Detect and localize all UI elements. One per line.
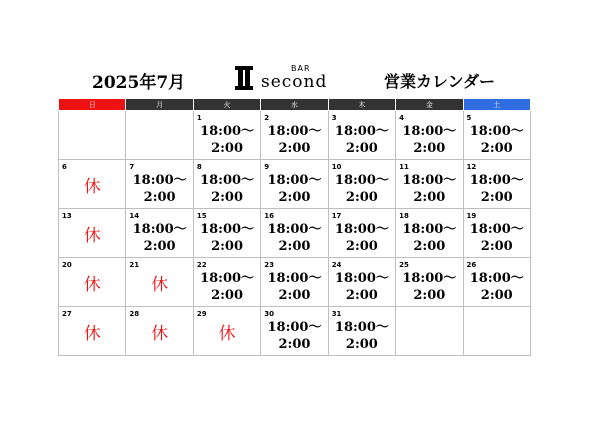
open-start-time: 18:00〜 <box>132 222 187 237</box>
day-number: 9 <box>264 163 270 171</box>
open-start-time: 18:00〜 <box>334 320 389 335</box>
open-start-time: 18:00〜 <box>402 173 457 188</box>
open-hours <box>396 270 462 304</box>
open-end-time: 2:00 <box>278 141 311 156</box>
weekday-saturday: 土 <box>463 99 530 111</box>
open-start-time: 18:00〜 <box>469 271 524 286</box>
open-hours <box>464 172 530 206</box>
open-hours <box>464 123 530 157</box>
day-number: 3 <box>331 114 337 122</box>
open-start-time: 18:00〜 <box>200 222 255 237</box>
calendar-day-cell <box>463 258 530 307</box>
open-start-time: 18:00〜 <box>402 222 457 237</box>
day-number: 30 <box>264 310 275 318</box>
open-hours <box>396 172 462 206</box>
open-hours <box>396 221 462 255</box>
open-start-time: 18:00〜 <box>469 124 524 139</box>
calendar-day-cell <box>126 209 193 258</box>
open-hours <box>464 270 530 304</box>
day-number: 7 <box>129 163 135 171</box>
open-end-time: 2:00 <box>345 288 378 303</box>
calendar-body <box>59 111 531 356</box>
calendar-day-cell <box>193 209 260 258</box>
open-hours <box>329 319 395 353</box>
open-start-time: 18:00〜 <box>267 124 322 139</box>
calendar-empty-cell <box>463 307 530 356</box>
day-number: 12 <box>466 163 477 171</box>
calendar-day-cell <box>396 209 463 258</box>
open-hours <box>261 123 327 157</box>
closed-day-label: 休 <box>83 324 101 344</box>
weekday-wednesday: 水 <box>261 99 328 111</box>
calendar-day-cell <box>328 160 395 209</box>
open-hours <box>194 172 260 206</box>
day-number: 13 <box>62 212 72 220</box>
calendar-day-cell <box>193 307 260 356</box>
open-start-time: 18:00〜 <box>334 173 389 188</box>
calendar-empty-cell <box>396 307 463 356</box>
open-hours <box>126 172 192 206</box>
open-start-time: 18:00〜 <box>469 173 524 188</box>
calendar-week-row <box>59 111 531 160</box>
open-start-time: 18:00〜 <box>334 124 389 139</box>
day-number: 23 <box>264 261 275 269</box>
calendar-day-cell <box>328 258 395 307</box>
calendar-day-cell <box>261 307 328 356</box>
day-number: 26 <box>466 261 477 269</box>
day-number: 14 <box>129 212 140 220</box>
calendar-day-cell <box>261 258 328 307</box>
calendar-week-row <box>59 160 531 209</box>
day-number: 28 <box>129 310 140 318</box>
weekday-monday: 月 <box>126 99 193 111</box>
calendar-day-cell <box>59 209 126 258</box>
closed-day-label: 休 <box>83 177 101 197</box>
open-hours <box>194 123 260 157</box>
day-number: 2 <box>264 114 270 122</box>
day-number: 11 <box>399 163 409 171</box>
calendar-empty-cell <box>126 111 193 160</box>
day-number: 21 <box>129 261 140 269</box>
calendar-day-cell <box>59 160 126 209</box>
open-end-time: 2:00 <box>211 288 244 303</box>
open-end-time: 2:00 <box>278 288 311 303</box>
calendar-day-cell <box>193 160 260 209</box>
open-end-time: 2:00 <box>413 190 446 205</box>
business-calendar-title: 営業カレンダー <box>384 72 495 91</box>
open-start-time: 18:00〜 <box>267 320 322 335</box>
business-calendar <box>58 98 531 356</box>
open-hours <box>464 221 530 255</box>
calendar-day-cell <box>261 160 328 209</box>
closed-day-label: 休 <box>218 324 236 344</box>
day-number: 31 <box>331 310 342 318</box>
open-end-time: 2:00 <box>278 239 311 254</box>
calendar-day-cell <box>463 160 530 209</box>
open-end-time: 2:00 <box>480 239 513 254</box>
open-hours <box>329 172 395 206</box>
day-number: 22 <box>196 261 207 269</box>
open-end-time: 2:00 <box>211 141 244 156</box>
closed-day-label: 休 <box>83 226 101 246</box>
open-start-time: 18:00〜 <box>402 124 457 139</box>
open-end-time: 2:00 <box>480 288 513 303</box>
open-end-time: 2:00 <box>413 288 446 303</box>
open-start-time: 18:00〜 <box>200 271 255 286</box>
bar-second-logo <box>233 64 343 94</box>
open-end-time: 2:00 <box>278 337 311 352</box>
closed-day-label: 休 <box>151 275 169 295</box>
open-start-time: 18:00〜 <box>267 173 322 188</box>
open-start-time: 18:00〜 <box>200 124 255 139</box>
day-number: 4 <box>399 114 404 122</box>
day-number: 8 <box>196 163 202 171</box>
calendar-day-cell <box>328 307 395 356</box>
day-number: 5 <box>466 114 472 122</box>
day-number: 16 <box>264 212 275 220</box>
open-end-time: 2:00 <box>345 337 378 352</box>
open-start-time: 18:00〜 <box>267 271 322 286</box>
weekday-sunday: 日 <box>59 99 126 111</box>
day-number: 6 <box>62 163 67 171</box>
calendar-day-cell <box>126 307 193 356</box>
day-number: 1 <box>196 114 202 122</box>
calendar-day-cell <box>396 258 463 307</box>
open-hours <box>329 270 395 304</box>
open-hours <box>261 172 327 206</box>
closed-day-label: 休 <box>151 324 169 344</box>
calendar-week-row <box>59 307 531 356</box>
calendar-week-row <box>59 258 531 307</box>
day-number: 27 <box>62 310 72 318</box>
day-number: 29 <box>196 310 207 318</box>
open-hours <box>194 221 260 255</box>
weekday-tuesday: 火 <box>193 99 260 111</box>
open-end-time: 2:00 <box>480 141 513 156</box>
calendar-day-cell <box>126 258 193 307</box>
calendar-day-cell <box>261 111 328 160</box>
open-start-time: 18:00〜 <box>267 222 322 237</box>
calendar-day-cell <box>328 111 395 160</box>
calendar-day-cell <box>463 111 530 160</box>
open-start-time: 18:00〜 <box>200 173 255 188</box>
month-title: 2025年7月 <box>92 73 186 93</box>
open-end-time: 2:00 <box>345 190 378 205</box>
calendar-day-cell <box>59 307 126 356</box>
open-hours <box>329 123 395 157</box>
logo-wordmark: second <box>261 72 328 92</box>
calendar-empty-cell <box>59 111 126 160</box>
day-number: 19 <box>466 212 477 220</box>
closed-day-label: 休 <box>83 275 101 295</box>
day-number: 20 <box>62 261 72 269</box>
day-number: 17 <box>331 212 342 220</box>
open-start-time: 18:00〜 <box>469 222 524 237</box>
open-start-time: 18:00〜 <box>334 222 389 237</box>
open-hours <box>329 221 395 255</box>
open-start-time: 18:00〜 <box>132 173 187 188</box>
open-hours <box>126 221 192 255</box>
calendar-day-cell <box>396 160 463 209</box>
weekday-thursday: 木 <box>328 99 395 111</box>
day-number: 10 <box>331 163 342 171</box>
day-number: 25 <box>399 261 409 269</box>
open-hours <box>261 319 327 353</box>
open-hours <box>396 123 462 157</box>
weekday-header-row <box>59 99 531 111</box>
day-number: 24 <box>331 261 342 269</box>
calendar-day-cell <box>396 111 463 160</box>
open-end-time: 2:00 <box>345 141 378 156</box>
calendar-week-row <box>59 209 531 258</box>
calendar-day-cell <box>193 111 260 160</box>
day-number: 15 <box>196 212 207 220</box>
calendar-day-cell <box>261 209 328 258</box>
open-end-time: 2:00 <box>413 141 446 156</box>
calendar-day-cell <box>193 258 260 307</box>
logo-bar-text: BAR <box>291 64 311 73</box>
open-end-time: 2:00 <box>278 190 311 205</box>
calendar-day-cell <box>328 209 395 258</box>
logo-mark-icon <box>233 66 255 90</box>
calendar-day-cell <box>126 160 193 209</box>
open-hours <box>261 270 327 304</box>
open-start-time: 18:00〜 <box>402 271 457 286</box>
open-end-time: 2:00 <box>211 190 244 205</box>
open-end-time: 2:00 <box>143 239 176 254</box>
open-end-time: 2:00 <box>480 190 513 205</box>
open-start-time: 18:00〜 <box>334 271 389 286</box>
open-hours <box>194 270 260 304</box>
open-end-time: 2:00 <box>345 239 378 254</box>
open-end-time: 2:00 <box>211 239 244 254</box>
calendar-day-cell <box>463 209 530 258</box>
open-end-time: 2:00 <box>413 239 446 254</box>
open-hours <box>261 221 327 255</box>
calendar-day-cell <box>59 258 126 307</box>
weekday-friday: 金 <box>396 99 463 111</box>
open-end-time: 2:00 <box>143 190 176 205</box>
day-number: 18 <box>399 212 409 220</box>
